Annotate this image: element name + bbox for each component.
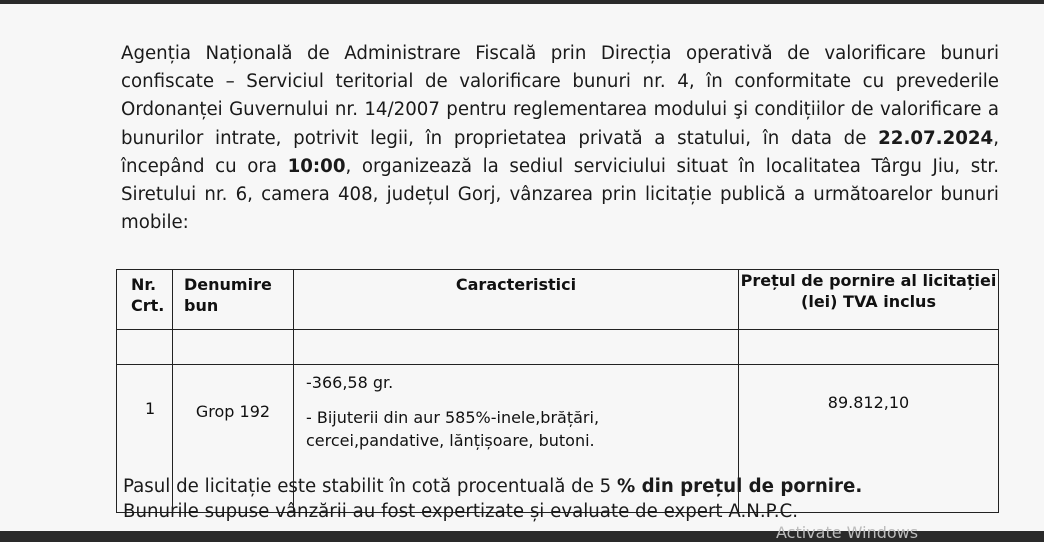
header-denumire-bun: Denumire bun [173, 270, 294, 330]
header-pret-pornire: Prețul de pornire al licitației (lei) TVA inclus [739, 270, 999, 330]
empty-cell [117, 330, 173, 365]
intro-text-part2: , începând cu ora [121, 127, 999, 177]
auction-time: 10:00 [287, 155, 346, 177]
intro-paragraph [121, 40, 999, 237]
table-row-empty [117, 330, 999, 365]
table-header-row [117, 270, 999, 330]
empty-cell [173, 330, 294, 365]
activation-watermark: Activate Windows [776, 523, 919, 542]
header-caracteristici: Caracteristici [294, 270, 739, 330]
intro-text-part1: Agenția Națională de Administrare Fiscală prin Direcția operativă de valorificare bunuri confiscate – Serviciul teritorial de valorificare bunuri nr. 4, în conformitate cu prevederile Ordonanței Guvernului nr. 14/2007 pentru reglementarea modului şi condițiilor de valorificare a bunurilor intrate, potrivit legii, în proprietatea privată a statului, în data de [121, 43, 999, 149]
characteristic-description: - Bijuterii din aur 585%-inele,brățări, cercei,pandative, lănțișoare, butoni. [306, 408, 600, 450]
cell-nr-crt: 1 [117, 365, 173, 513]
footer-text [123, 474, 862, 524]
empty-cell [739, 330, 999, 365]
expertise-line: Bunurile supuse vânzării au fost expertizate și evaluate de expert A.N.P.C. [123, 501, 799, 522]
cell-denumire-bun: Grop 192 [173, 365, 294, 513]
characteristic-weight: -366,58 gr. [306, 373, 394, 392]
auction-date: 22.07.2024 [878, 127, 994, 149]
bid-step-line [123, 474, 862, 499]
bid-step-text: Pasul de licitație este stabilit în cotă procentuală de 5 [123, 476, 618, 497]
intro-text-part3: , organizează la sediul serviciului situat în localitatea Târgu Jiu, str. Siretului nr. 6, camera 408, județul Gorj, vânzarea prin licitație publică a următoarelor bunuri mobile: [121, 155, 999, 234]
cell-pret-pornire: 89.812,10 [739, 365, 999, 513]
header-nr-crt: Nr. Crt. [117, 270, 173, 330]
bid-step-bold: % din prețul de pornire. [617, 476, 863, 497]
empty-cell [294, 330, 739, 365]
document-page [0, 4, 1044, 542]
